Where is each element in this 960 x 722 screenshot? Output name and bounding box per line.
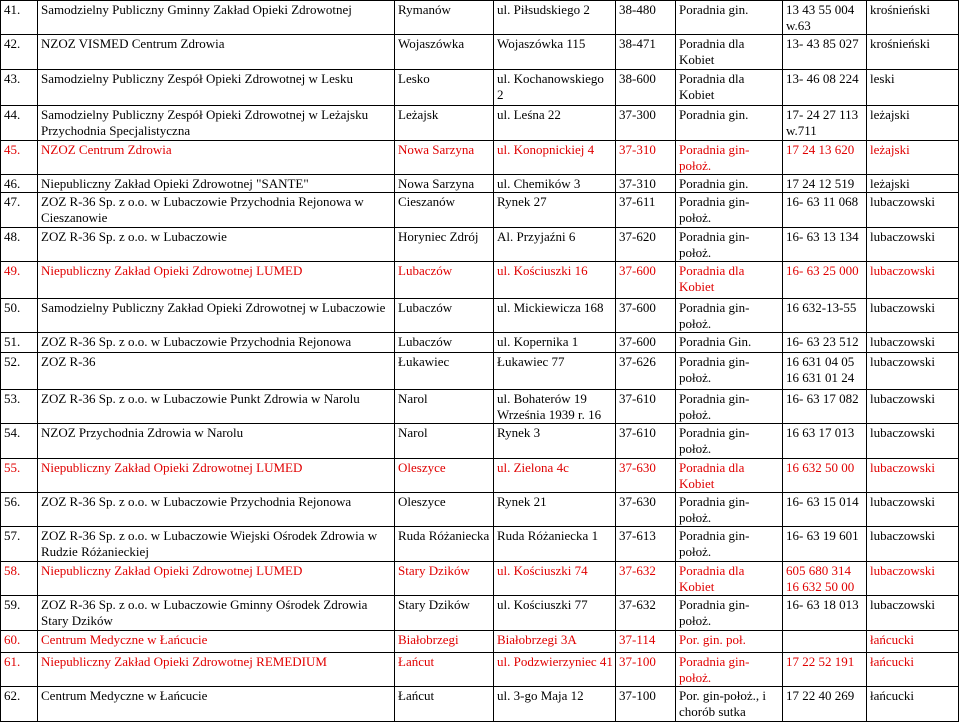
facility-name-cell: Samodzielny Publiczny Zespół Opieki Zdrowotnej w Leżajsku Przychodnia Specjalistyczna	[38, 106, 395, 140]
county-cell: lubaczowski	[867, 493, 959, 527]
clinic-type-cell: Poradnia gin-położ.	[676, 653, 783, 687]
facility-name-cell: ZOZ R-36 Sp. z o.o. w Lubaczowie Gminny Ośrodek Zdrowia Stary Dzików	[38, 596, 395, 630]
clinic-type-cell: Poradnia dla Kobiet	[676, 262, 783, 298]
clinic-type-cell: Poradnia gin.	[676, 175, 783, 193]
postal-code-cell: 37-100	[616, 687, 676, 722]
address-cell: ul. Piłsudskiego 2	[494, 1, 616, 35]
clinic-type-cell: Poradnia gin-położ.	[676, 493, 783, 527]
facility-name-cell: Niepubliczny Zakład Opieki Zdrowotnej "SANTE"	[38, 175, 395, 193]
table-row	[1, 193, 959, 227]
clinic-type-cell: Poradnia gin-położ.	[676, 298, 783, 332]
clinic-type-cell: Poradnia dla Kobiet	[676, 561, 783, 595]
row-number-cell: 55.	[1, 458, 38, 492]
city-cell: Stary Dzików	[395, 596, 494, 630]
county-cell: lubaczowski	[867, 596, 959, 630]
facility-name-cell: Niepubliczny Zakład Opieki Zdrowotnej LUMED	[38, 458, 395, 492]
address-cell: ul. Kościuszki 16	[494, 262, 616, 298]
table-row	[1, 262, 959, 298]
row-number-cell: 42.	[1, 35, 38, 69]
table-row	[1, 389, 959, 423]
row-number-cell: 61.	[1, 653, 38, 687]
address-cell: ul. 3-go Maja 12	[494, 687, 616, 722]
address-cell: Rynek 3	[494, 424, 616, 458]
postal-code-cell: 38-471	[616, 35, 676, 69]
row-number-cell: 59.	[1, 596, 38, 630]
facility-name-cell: NZOZ Przychodnia Zdrowia w Narolu	[38, 424, 395, 458]
phone-cell: 13- 46 08 224	[783, 69, 867, 105]
row-number-cell: 41.	[1, 1, 38, 35]
phone-cell: 17 22 40 269	[783, 687, 867, 722]
facility-name-cell: Niepubliczny Zakład Opieki Zdrowotnej LUMED	[38, 561, 395, 595]
table-row	[1, 227, 959, 261]
table-row	[1, 140, 959, 174]
clinic-type-cell: Poradnia gin-położ.	[676, 193, 783, 227]
county-cell: leżajski	[867, 175, 959, 193]
city-cell: Oleszyce	[395, 493, 494, 527]
address-cell: Rynek 27	[494, 193, 616, 227]
row-number-cell: 46.	[1, 175, 38, 193]
city-cell: Nowa Sarzyna	[395, 175, 494, 193]
clinic-type-cell: Poradnia gin-położ.	[676, 424, 783, 458]
facility-name-cell: ZOZ R-36 Sp. z o.o. w Lubaczowie Przychodnia Rejonowa w Cieszanowie	[38, 193, 395, 227]
county-cell: krośnieński	[867, 1, 959, 35]
table-row	[1, 561, 959, 595]
address-cell: Ruda Różaniecka 1	[494, 527, 616, 561]
postal-code-cell: 37-610	[616, 424, 676, 458]
city-cell: Leżajsk	[395, 106, 494, 140]
clinic-type-cell: Poradnia dla Kobiet	[676, 458, 783, 492]
row-number-cell: 48.	[1, 227, 38, 261]
row-number-cell: 60.	[1, 630, 38, 652]
facility-name-cell: ZOZ R-36 Sp. z o.o. w Lubaczowie Punkt Zdrowia w Narolu	[38, 389, 395, 423]
county-cell: łańcucki	[867, 687, 959, 722]
phone-cell: 16- 63 25 000	[783, 262, 867, 298]
table-row	[1, 458, 959, 492]
clinic-type-cell: Poradnia gin-położ.	[676, 140, 783, 174]
city-cell: Nowa Sarzyna	[395, 140, 494, 174]
facility-name-cell: Centrum Medyczne w Łańcucie	[38, 630, 395, 652]
postal-code-cell: 37-611	[616, 193, 676, 227]
phone-cell: 16- 63 11 068	[783, 193, 867, 227]
phone-cell: 16 631 04 05 16 631 01 24	[783, 353, 867, 389]
phone-cell: 16- 63 19 601	[783, 527, 867, 561]
facility-name-cell: Centrum Medyczne w Łańcucie	[38, 687, 395, 722]
phone-cell: 605 680 314 16 632 50 00	[783, 561, 867, 595]
phone-cell: 16- 63 23 512	[783, 333, 867, 353]
address-cell: ul. Leśna 22	[494, 106, 616, 140]
table-row	[1, 106, 959, 140]
clinic-type-cell: Poradnia gin-położ.	[676, 353, 783, 389]
city-cell: Stary Dzików	[395, 561, 494, 595]
row-number-cell: 57.	[1, 527, 38, 561]
row-number-cell: 52.	[1, 353, 38, 389]
county-cell: leżajski	[867, 140, 959, 174]
county-cell: lubaczowski	[867, 458, 959, 492]
phone-cell: 16- 63 15 014	[783, 493, 867, 527]
clinic-type-cell: Poradnia gin-położ.	[676, 596, 783, 630]
postal-code-cell: 37-630	[616, 458, 676, 492]
phone-cell: 16 632 50 00	[783, 458, 867, 492]
city-cell: Rymanów	[395, 1, 494, 35]
table-row	[1, 493, 959, 527]
address-cell: ul. Mickiewicza 168	[494, 298, 616, 332]
county-cell: lubaczowski	[867, 193, 959, 227]
city-cell: Łańcut	[395, 653, 494, 687]
table-row	[1, 687, 959, 722]
facility-name-cell: Niepubliczny Zakład Opieki Zdrowotnej REMEDIUM	[38, 653, 395, 687]
city-cell: Łukawiec	[395, 353, 494, 389]
address-cell: Białobrzegi 3A	[494, 630, 616, 652]
table-row	[1, 298, 959, 332]
postal-code-cell: 37-310	[616, 175, 676, 193]
clinic-type-cell: Por. gin-położ., i chorób sutka	[676, 687, 783, 722]
facility-name-cell: NZOZ Centrum Zdrowia	[38, 140, 395, 174]
row-number-cell: 51.	[1, 333, 38, 353]
postal-code-cell: 37-630	[616, 493, 676, 527]
row-number-cell: 62.	[1, 687, 38, 722]
postal-code-cell: 37-632	[616, 561, 676, 595]
phone-cell: 17 22 52 191	[783, 653, 867, 687]
city-cell: Ruda Różaniecka	[395, 527, 494, 561]
phone-cell: 16- 63 13 134	[783, 227, 867, 261]
address-cell: ul. Kopernika 1	[494, 333, 616, 353]
facility-name-cell: Niepubliczny Zakład Opieki Zdrowotnej LUMED	[38, 262, 395, 298]
row-number-cell: 54.	[1, 424, 38, 458]
facility-name-cell: Samodzielny Publiczny Zakład Opieki Zdrowotnej w Lubaczowie	[38, 298, 395, 332]
postal-code-cell: 37-632	[616, 596, 676, 630]
table-row	[1, 1, 959, 35]
row-number-cell: 56.	[1, 493, 38, 527]
city-cell: Lubaczów	[395, 333, 494, 353]
clinic-type-cell: Poradnia Gin.	[676, 333, 783, 353]
county-cell: lubaczowski	[867, 262, 959, 298]
row-number-cell: 50.	[1, 298, 38, 332]
phone-cell: 13 43 55 004 w.63	[783, 1, 867, 35]
row-number-cell: 49.	[1, 262, 38, 298]
county-cell: lubaczowski	[867, 353, 959, 389]
row-number-cell: 44.	[1, 106, 38, 140]
phone-cell: 16- 63 17 082	[783, 389, 867, 423]
city-cell: Białobrzegi	[395, 630, 494, 652]
address-cell: ul. Bohaterów 19 Września 1939 r. 16	[494, 389, 616, 423]
row-number-cell: 58.	[1, 561, 38, 595]
address-cell: ul. Kościuszki 74	[494, 561, 616, 595]
postal-code-cell: 37-626	[616, 353, 676, 389]
address-cell: Al. Przyjaźni 6	[494, 227, 616, 261]
address-cell: Rynek 21	[494, 493, 616, 527]
county-cell: lubaczowski	[867, 227, 959, 261]
table-row	[1, 596, 959, 630]
address-cell: ul. Chemików 3	[494, 175, 616, 193]
table-row	[1, 630, 959, 652]
postal-code-cell: 38-480	[616, 1, 676, 35]
clinic-type-cell: Por. gin. poł.	[676, 630, 783, 652]
facility-name-cell: ZOZ R-36 Sp. z o.o. w Lubaczowie Przychodnia Rejonowa	[38, 333, 395, 353]
city-cell: Narol	[395, 389, 494, 423]
table-row	[1, 333, 959, 353]
facility-name-cell: ZOZ R-36	[38, 353, 395, 389]
row-number-cell: 47.	[1, 193, 38, 227]
clinic-type-cell: Poradnia gin-położ.	[676, 389, 783, 423]
postal-code-cell: 37-600	[616, 262, 676, 298]
table-row	[1, 527, 959, 561]
county-cell: lubaczowski	[867, 527, 959, 561]
phone-cell	[783, 630, 867, 652]
postal-code-cell: 37-620	[616, 227, 676, 261]
county-cell: leżajski	[867, 106, 959, 140]
postal-code-cell: 37-600	[616, 333, 676, 353]
phone-cell: 17 24 12 519	[783, 175, 867, 193]
clinic-type-cell: Poradnia dla Kobiet	[676, 35, 783, 69]
row-number-cell: 53.	[1, 389, 38, 423]
facility-name-cell: ZOZ R-36 Sp. z o.o. w Lubaczowie	[38, 227, 395, 261]
clinic-type-cell: Poradnia gin.	[676, 1, 783, 35]
postal-code-cell: 37-114	[616, 630, 676, 652]
postal-code-cell: 37-100	[616, 653, 676, 687]
city-cell: Lubaczów	[395, 262, 494, 298]
table-row	[1, 353, 959, 389]
facility-name-cell: ZOZ R-36 Sp. z o.o. w Lubaczowie Wiejski Ośrodek Zdrowia w Rudzie Różanieckiej	[38, 527, 395, 561]
city-cell: Cieszanów	[395, 193, 494, 227]
facility-name-cell: NZOZ VISMED Centrum Zdrowia	[38, 35, 395, 69]
clinic-type-cell: Poradnia gin-położ.	[676, 227, 783, 261]
postal-code-cell: 38-600	[616, 69, 676, 105]
county-cell: lubaczowski	[867, 561, 959, 595]
city-cell: Oleszyce	[395, 458, 494, 492]
county-cell: lubaczowski	[867, 424, 959, 458]
address-cell: Łukawiec 77	[494, 353, 616, 389]
table-body	[1, 1, 959, 722]
phone-cell: 16- 63 18 013	[783, 596, 867, 630]
table-row	[1, 424, 959, 458]
postal-code-cell: 37-300	[616, 106, 676, 140]
phone-cell: 17 24 13 620	[783, 140, 867, 174]
postal-code-cell: 37-613	[616, 527, 676, 561]
facility-name-cell: ZOZ R-36 Sp. z o.o. w Lubaczowie Przychodnia Rejonowa	[38, 493, 395, 527]
county-cell: leski	[867, 69, 959, 105]
address-cell: ul. Konopnickiej 4	[494, 140, 616, 174]
address-cell: ul. Kochanowskiego 2	[494, 69, 616, 105]
address-cell: ul. Kościuszki 77	[494, 596, 616, 630]
table-row	[1, 35, 959, 69]
county-cell: lubaczowski	[867, 333, 959, 353]
phone-cell: 13- 43 85 027	[783, 35, 867, 69]
phone-cell: 17- 24 27 113 w.711	[783, 106, 867, 140]
county-cell: lubaczowski	[867, 298, 959, 332]
table-row	[1, 653, 959, 687]
county-cell: lubaczowski	[867, 389, 959, 423]
postal-code-cell: 37-600	[616, 298, 676, 332]
county-cell: łańcucki	[867, 630, 959, 652]
clinic-type-cell: Poradnia gin.	[676, 106, 783, 140]
facility-name-cell: Samodzielny Publiczny Zespół Opieki Zdrowotnej w Lesku	[38, 69, 395, 105]
table-row	[1, 175, 959, 193]
city-cell: Wojaszówka	[395, 35, 494, 69]
county-cell: łańcucki	[867, 653, 959, 687]
address-cell: ul. Zielona 4c	[494, 458, 616, 492]
postal-code-cell: 37-610	[616, 389, 676, 423]
row-number-cell: 43.	[1, 69, 38, 105]
city-cell: Lesko	[395, 69, 494, 105]
phone-cell: 16 632-13-55	[783, 298, 867, 332]
clinic-type-cell: Poradnia dla Kobiet	[676, 69, 783, 105]
postal-code-cell: 37-310	[616, 140, 676, 174]
address-cell: Wojaszówka 115	[494, 35, 616, 69]
table-row	[1, 69, 959, 105]
phone-cell: 16 63 17 013	[783, 424, 867, 458]
city-cell: Narol	[395, 424, 494, 458]
row-number-cell: 45.	[1, 140, 38, 174]
city-cell: Horyniec Zdrój	[395, 227, 494, 261]
city-cell: Lubaczów	[395, 298, 494, 332]
address-cell: ul. Podzwierzyniec 41	[494, 653, 616, 687]
clinic-type-cell: Poradnia gin-położ.	[676, 527, 783, 561]
county-cell: krośnieński	[867, 35, 959, 69]
facility-name-cell: Samodzielny Publiczny Gminny Zakład Opieki Zdrowotnej	[38, 1, 395, 35]
city-cell: Łańcut	[395, 687, 494, 722]
